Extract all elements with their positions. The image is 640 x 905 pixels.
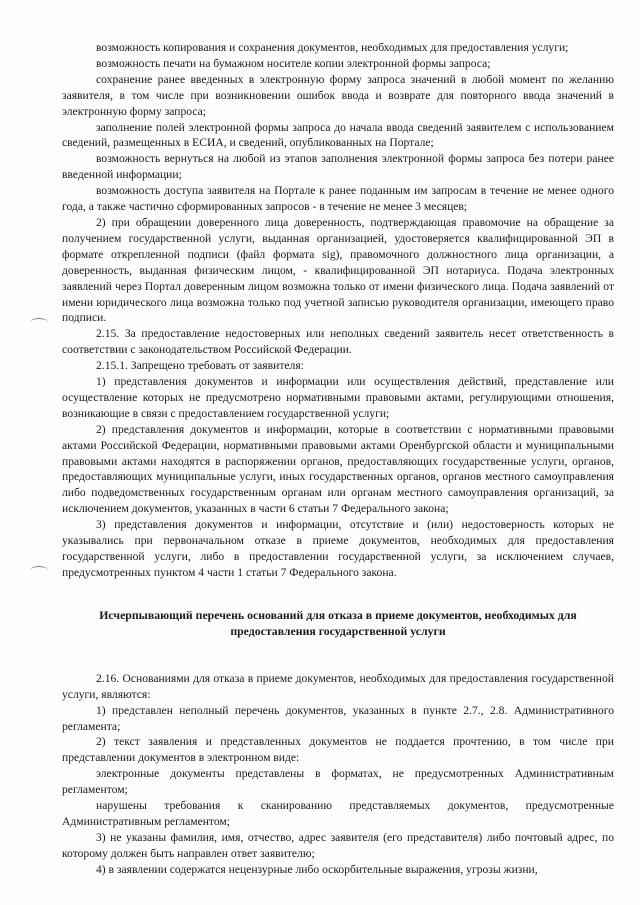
paragraph: возможность доступа заявителя на Портале к ранее поданным им запросам в течение не менее одного года, а также частично сформированных запросов - в течение не менее 3 месяцев;	[62, 184, 614, 214]
document-page	[62, 40, 614, 878]
paragraph: электронные документы представлены в форматах, не предусмотренных Административным регламентом;	[62, 767, 614, 797]
paragraph: заполнение полей электронной формы запроса до начала ввода сведений заявителем с использованием сведений, размещенных в ЕСИА, и сведений, опубликованных на Портале;	[62, 120, 614, 150]
paragraph: 4) в заявлении содержатся нецензурные либо оскорбительные выражения, угрозы жизни,	[96, 862, 538, 876]
paragraph: сохранение ранее введенных в электронную форму запроса значений в любой момент по желанию заявителя, в том числе при возникновении ошибок ввода и возврате для повторного ввода значений в электронную форму запроса;	[62, 72, 614, 118]
paragraph: возможность печати на бумажном носителе копии электронной формы запроса;	[96, 56, 491, 70]
paragraph: 2) представления документов и информации, которые в соответствии с нормативными правовыми актами Российской Федерации, нормативными правовыми актами Оренбургской области и муниципальными правовыми актами находятся в распоряжении органов, предоставляющих государственные услуги, органов, предоставляющих муниципальные услуги, иных государственных органов, органов местного самоуправления либо подведомственных государственным органам или органам местного самоуправления организаций, за исключением документов, указанных в части 6 статьи 7 Федерального закона;	[62, 422, 614, 516]
margin-mark-top	[30, 318, 48, 327]
paragraph: нарушены требования к сканированию представляемых документов, предусмотренные Административным регламентом;	[62, 799, 614, 828]
paragraph: возможность копирования и сохранения документов, необходимых для предоставления услуги;	[96, 41, 569, 54]
paragraph: 1) представлен неполный перечень документов, указанных в пункте 2.7., 2.8. Административного регламента;	[62, 703, 614, 733]
paragraph: 1) представления документов и информации или осуществления действий, представление или осуществление которых не предусмотрено нормативными правовыми актами, регулирующими отношения, возникающие в связи с предоставлением государственной услуги;	[62, 375, 614, 420]
paragraph: 2) текст заявления и представленных документов не поддается прочтению, в том числе при представлении документов в электронном виде:	[62, 735, 614, 765]
margin-mark-bottom	[30, 566, 48, 575]
paragraph: возможность вернуться на любой из этапов заполнения электронной формы запроса без потери ранее введенной информации;	[62, 152, 614, 182]
paragraph: 2.16. Основаниями для отказа в приеме документов, необходимых для предоставления государственной услуги, являются:	[62, 671, 614, 701]
paragraph: 2) при обращении доверенного лица доверенность, подтверждающая правомочие на обращение за получением государственной услуги, выданная организацией, удостоверяется квалифицированной ЭП в формате открепленной подписи (файл формата sig), правомочного должностного лица организации, а доверенность, выданная физическим лицом, - квалифицированной ЭП нотариуса. Подача электронных заявлений через Портал доверенным лицом возможна только от имени физического лица. Подача заявлений от имени юридического лица возможна только под учетной записью руководителя организации, имеющего право подписи.	[62, 215, 614, 325]
paragraph: 3) представления документов и информации, отсутствие и (или) недостоверность которых не указывались при первоначальном отказе в приеме документов, необходимых для предоставления государственной услуги, либо в предоставлении государственной услуги, за исключением случаев, предусмотренных пунктом 4 части 1 статьи 7 Федерального закона.	[62, 518, 614, 579]
section-heading: Исчерпывающий перечень оснований для отказа в приеме документов, необходимых для предоставления государственной услуги	[99, 607, 577, 638]
paragraph: 2.15. За предоставление недостоверных или неполных сведений заявитель несет ответственность в соответствии с законодательством Российской Федерации.	[62, 327, 614, 357]
paragraph: 2.15.1. Запрещено требовать от заявителя:	[96, 359, 304, 373]
paragraph: 3) не указаны фамилия, имя, отчество, адрес заявителя (его представителя) либо почтовый адрес, по которому должен быть направлен ответ заявителю;	[62, 830, 614, 860]
